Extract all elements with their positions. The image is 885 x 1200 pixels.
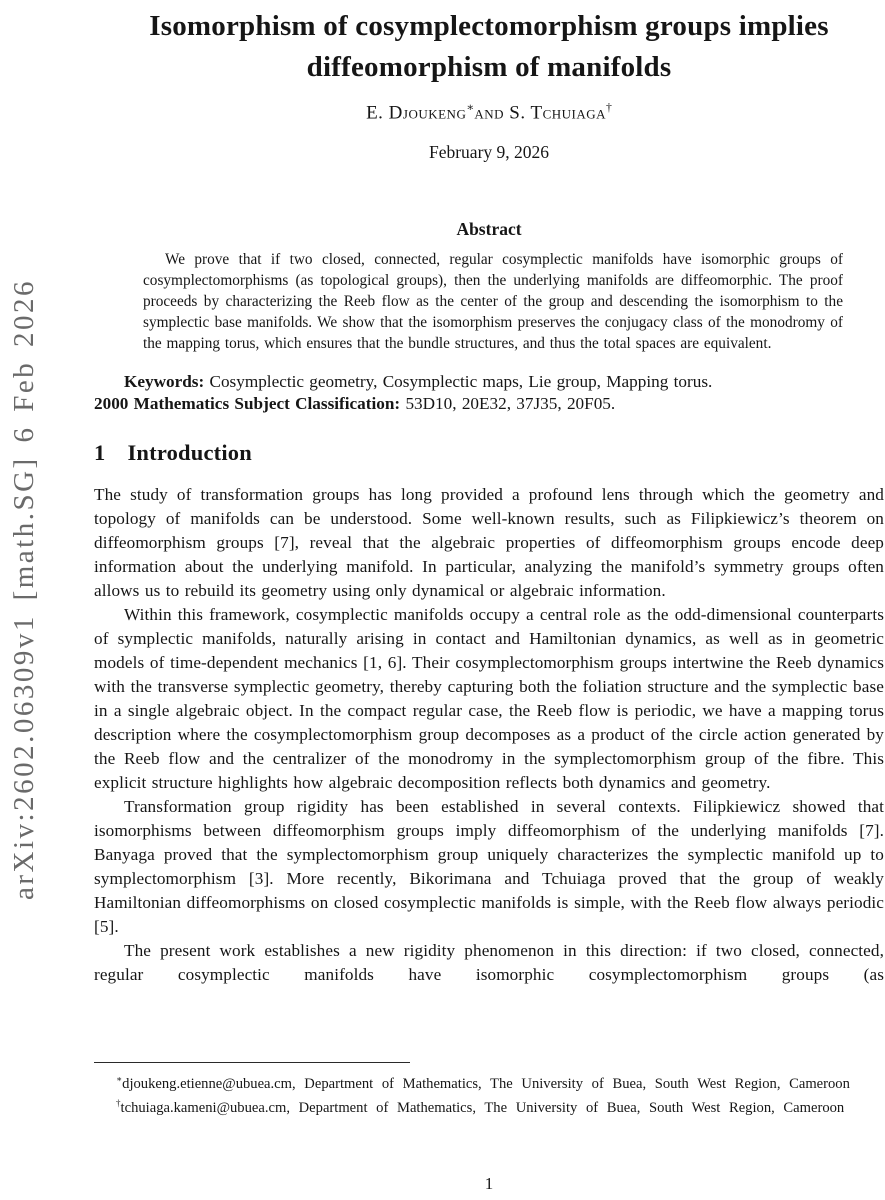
footnote-1-text: djoukeng.etienne@ubuea.cm, Department of Mathematics, The University of Buea, South West Region, Cameroon xyxy=(122,1075,850,1092)
footnote-2-marker: † xyxy=(116,1098,121,1109)
msc-line xyxy=(94,394,884,414)
section-title: Introduction xyxy=(127,440,252,466)
intro-paragraph-3: Transformation group rigidity has been established in several contexts. Filipkiewicz showed that isomorphisms between diffeomorphism groups imply diffeomorphism of the underlying manifolds [7]. Banyaga proved that the symplectomorphism group uniquely characterizes the symplectic manifold up to symplectomorphism [3]. More recently, Bikorimana and Tchuiaga proved that the group of weakly Hamiltonian diffeomorphisms on closed cosymplectic manifolds is simple, with the Reeb flow always periodic [5]. xyxy=(94,797,884,937)
paper-title xyxy=(94,6,884,88)
footnotes-block xyxy=(94,1062,884,1119)
section-number: 1 xyxy=(94,440,106,466)
authors-line xyxy=(94,100,884,124)
footnote-2-text: tchuiaga.kameni@ubuea.cm, Department of Mathematics, The University of Buea, South West Region, Cameroon xyxy=(120,1100,845,1117)
main-column xyxy=(94,0,884,987)
abstract-section xyxy=(94,219,884,354)
author-1-footnote-marker: ∗ xyxy=(466,101,475,114)
page-number: 1 xyxy=(484,1174,494,1193)
author-2-footnote-marker: † xyxy=(606,101,612,114)
abstract-text: We prove that if two closed, connected, regular cosymplectic manifolds have isomorphic groups of cosymplectomorphisms (as topological groups), then the underlying manifolds are diffeomorphic. The proof proceeds by characterizing the Reeb flow as the center of the group and descending the isomorphism to the symplectic base manifolds. We show that the isomorphism preserves the conjugacy class of the monodromy of the mapping torus, which ensures that the bundle structures, and thus the total spaces are equivalent. xyxy=(143,251,843,352)
paper-date: February 9, 2026 xyxy=(428,142,550,163)
arxiv-watermark: arXiv:2602.06309v1 [math.SG] 6 Feb 2026 xyxy=(8,279,40,900)
title-line-2: diffeomorphism of manifolds xyxy=(306,51,672,83)
keywords-text: Cosymplectic geometry, Cosymplectic maps, Lie group, Mapping torus. xyxy=(209,372,713,392)
msc-label: 2000 Mathematics Subject Classification: xyxy=(94,394,401,414)
footnote-2 xyxy=(94,1094,884,1118)
intro-paragraph-4: The present work establishes a new rigidity phenomenon in this direction: if two closed, connected, regular cosymplectic manifolds have isomorphic cosymplectomorphism groups (as xyxy=(94,941,884,985)
intro-paragraph-1: The study of transformation groups has long provided a profound lens through which the geometry and topology of manifolds can be understood. Some well-known results, such as Filipkiewicz’s theorem on diffeomorphism groups [7], reveal that the algebraic properties of diffeomorphism groups encode deep information about the underlying manifold. In particular, analyzing the manifold’s symmetry groups often allows us to rebuild its geometry using only dynamical or algebraic information. xyxy=(94,485,884,601)
footnote-1 xyxy=(94,1070,884,1094)
keywords-line xyxy=(94,372,884,392)
footnote-rule xyxy=(94,1062,410,1063)
footnote-1-marker: ∗ xyxy=(116,1074,123,1084)
intro-paragraph-2: Within this framework, cosymplectic manifolds occupy a central role as the odd-dimensional counterparts of symplectic manifolds, naturally arising in contact and Hamiltonian dynamics, as well as in geometric models of time-dependent mechanics [1, 6]. Their cosymplectomorphism groups intertwine the Reeb dynamics with the transverse symplectic geometry, thereby capturing both the foliation structure and the symplectic base in a single algebraic object. In the compact regular case, the Reeb flow is periodic, we have a mapping torus description where the cosymplectomorphism group decomposes as a product of the circle action generated by the Reeb flow and the centralizer of the monodromy in the symplectomorphism group of the fibre. This explicit structure highlights how algebraic decomposition reflects both dynamics and geometry. xyxy=(94,605,884,793)
author-2: and S. Tchuiaga xyxy=(474,102,607,124)
abstract-heading: Abstract xyxy=(456,219,522,240)
title-line-1: Isomorphism of cosymplectomorphism groups implies xyxy=(149,10,829,42)
msc-text: 53D10, 20E32, 37J35, 20F05. xyxy=(405,394,616,414)
keywords-label: Keywords: xyxy=(124,372,205,392)
author-1: E. Djoukeng xyxy=(366,102,467,124)
section-heading-introduction xyxy=(94,440,884,466)
